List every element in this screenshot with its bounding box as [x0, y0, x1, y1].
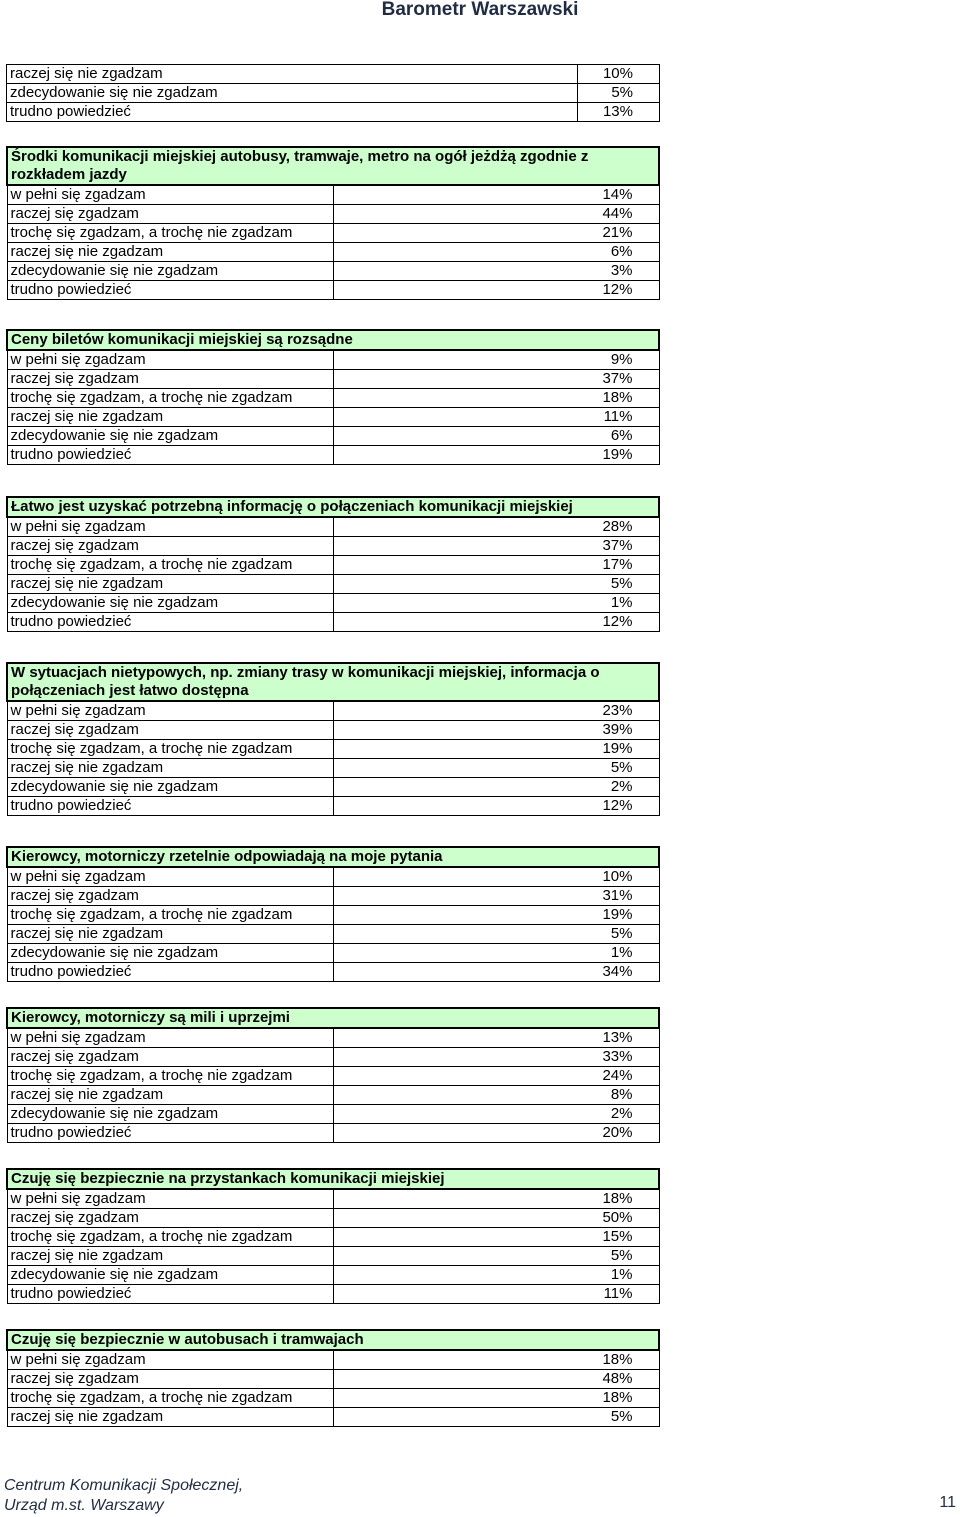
response-label: zdecydowanie się nie zgadzam	[7, 427, 333, 446]
response-percent: 11%	[333, 1285, 659, 1304]
response-label: w pełni się zgadzam	[7, 1028, 333, 1048]
response-label: w pełni się zgadzam	[7, 350, 333, 370]
section-title: Kierowcy, motorniczy rzetelnie odpowiadają na moje pytania	[7, 847, 659, 867]
response-label: raczej się zgadzam	[7, 205, 333, 224]
response-label: raczej się nie zgadzam	[7, 1408, 333, 1427]
survey-section	[6, 1168, 660, 1304]
table-row	[7, 740, 659, 759]
response-percent: 12%	[333, 281, 659, 300]
survey-section	[6, 146, 660, 300]
response-percent: 9%	[333, 350, 659, 370]
response-label: trudno powiedzieć	[7, 613, 333, 632]
table-row	[7, 427, 659, 446]
survey-section	[6, 329, 660, 465]
footer-organization	[4, 1476, 243, 1516]
response-percent: 14%	[333, 185, 659, 205]
top-rows-table	[6, 64, 660, 122]
response-label: raczej się nie zgadzam	[7, 408, 333, 427]
table-row	[7, 1067, 659, 1086]
response-percent: 15%	[333, 1228, 659, 1247]
response-percent: 2%	[333, 1105, 659, 1124]
footer-line-2: Urząd m.st. Warszawy	[4, 1497, 164, 1514]
table-row	[7, 721, 659, 740]
response-percent: 28%	[333, 517, 659, 537]
table-row	[7, 1247, 659, 1266]
response-percent: 10%	[333, 867, 659, 887]
response-percent: 6%	[333, 427, 659, 446]
table-row	[7, 1228, 659, 1247]
response-percent: 12%	[333, 797, 659, 816]
section-title: Czuję się bezpiecznie w autobusach i tramwajach	[7, 1330, 659, 1350]
response-percent: 18%	[333, 1389, 659, 1408]
response-label: raczej się nie zgadzam	[7, 1086, 333, 1105]
response-label: trudno powiedzieć	[7, 1285, 333, 1304]
table-row	[7, 350, 659, 370]
section-title: Ceny biletów komunikacji miejskiej są rozsądne	[7, 330, 659, 350]
response-percent: 5%	[578, 84, 660, 103]
table-row	[7, 103, 660, 122]
section-title: Czuję się bezpiecznie na przystankach komunikacji miejskiej	[7, 1169, 659, 1189]
response-label: trudno powiedzieć	[7, 103, 578, 122]
table-row	[7, 1350, 659, 1370]
table-row	[7, 84, 660, 103]
response-percent: 17%	[333, 556, 659, 575]
response-label: w pełni się zgadzam	[7, 701, 333, 721]
response-label: raczej się nie zgadzam	[7, 243, 333, 262]
response-percent: 23%	[333, 701, 659, 721]
section-title: Kierowcy, motorniczy są mili i uprzejmi	[7, 1008, 659, 1028]
response-percent: 24%	[333, 1067, 659, 1086]
response-percent: 19%	[333, 740, 659, 759]
table-row	[7, 537, 659, 556]
table-row	[7, 906, 659, 925]
response-percent: 33%	[333, 1048, 659, 1067]
response-percent: 19%	[333, 446, 659, 465]
response-label: zdecydowanie się nie zgadzam	[7, 84, 578, 103]
table-row	[7, 224, 659, 243]
response-label: raczej się nie zgadzam	[7, 65, 578, 84]
response-label: raczej się zgadzam	[7, 721, 333, 740]
table-row	[7, 1086, 659, 1105]
table-row	[7, 205, 659, 224]
table-row	[7, 1209, 659, 1228]
response-percent: 18%	[333, 1189, 659, 1209]
table-row	[7, 446, 659, 465]
response-label: raczej się nie zgadzam	[7, 575, 333, 594]
response-label: trudno powiedzieć	[7, 446, 333, 465]
response-label: w pełni się zgadzam	[7, 185, 333, 205]
response-percent: 37%	[333, 537, 659, 556]
table-row	[7, 701, 659, 721]
table-row	[7, 1408, 659, 1427]
response-percent: 21%	[333, 224, 659, 243]
response-label: trudno powiedzieć	[7, 963, 333, 982]
response-percent: 5%	[333, 1408, 659, 1427]
response-label: trochę się zgadzam, a trochę nie zgadzam	[7, 906, 333, 925]
response-label: w pełni się zgadzam	[7, 1189, 333, 1209]
table-row	[7, 185, 659, 205]
response-percent: 5%	[333, 1247, 659, 1266]
table-row	[7, 1105, 659, 1124]
response-label: zdecydowanie się nie zgadzam	[7, 944, 333, 963]
table-row	[7, 867, 659, 887]
survey-section	[6, 1007, 660, 1143]
survey-section	[6, 1329, 660, 1427]
table-row	[7, 281, 659, 300]
table-row	[7, 1266, 659, 1285]
response-label: trochę się zgadzam, a trochę nie zgadzam	[7, 1067, 333, 1086]
response-percent: 48%	[333, 1370, 659, 1389]
survey-section	[6, 662, 660, 816]
response-label: trochę się zgadzam, a trochę nie zgadzam	[7, 556, 333, 575]
response-label: w pełni się zgadzam	[7, 1350, 333, 1370]
response-label: w pełni się zgadzam	[7, 867, 333, 887]
table-row	[7, 1189, 659, 1209]
response-percent: 5%	[333, 575, 659, 594]
response-label: trudno powiedzieć	[7, 1124, 333, 1143]
table-row	[7, 944, 659, 963]
response-percent: 31%	[333, 887, 659, 906]
table-row	[7, 1048, 659, 1067]
footer-line-1: Centrum Komunikacji Społecznej,	[4, 1477, 244, 1494]
table-row	[7, 1028, 659, 1048]
table-row	[7, 243, 659, 262]
table-row	[7, 1389, 659, 1408]
table-row	[7, 613, 659, 632]
table-row	[7, 925, 659, 944]
table-row	[7, 556, 659, 575]
response-percent: 20%	[333, 1124, 659, 1143]
response-percent: 18%	[333, 1350, 659, 1370]
table-row	[7, 575, 659, 594]
response-percent: 34%	[333, 963, 659, 982]
response-label: trudno powiedzieć	[7, 797, 333, 816]
section-title: Środki komunikacji miejskiej autobusy, tramwaje, metro na ogół jeżdżą zgodnie z rozkładem jazdy	[7, 147, 659, 185]
table-row	[7, 262, 659, 281]
response-label: raczej się nie zgadzam	[7, 925, 333, 944]
survey-section	[6, 846, 660, 982]
response-percent: 2%	[333, 778, 659, 797]
response-percent: 10%	[578, 65, 660, 84]
section-title: W sytuacjach nietypowych, np. zmiany trasy w komunikacji miejskiej, informacja o połączeniach jest łatwo dostępna	[7, 663, 659, 701]
response-label: zdecydowanie się nie zgadzam	[7, 778, 333, 797]
response-percent: 3%	[333, 262, 659, 281]
table-row	[7, 887, 659, 906]
response-label: trochę się zgadzam, a trochę nie zgadzam	[7, 740, 333, 759]
response-percent: 37%	[333, 370, 659, 389]
response-label: raczej się zgadzam	[7, 1370, 333, 1389]
survey-section	[6, 496, 660, 632]
table-row	[7, 389, 659, 408]
response-label: raczej się zgadzam	[7, 370, 333, 389]
response-percent: 39%	[333, 721, 659, 740]
response-percent: 1%	[333, 944, 659, 963]
response-percent: 5%	[333, 925, 659, 944]
response-label: trochę się zgadzam, a trochę nie zgadzam	[7, 1228, 333, 1247]
table-row	[7, 408, 659, 427]
table-row	[7, 1370, 659, 1389]
response-label: raczej się zgadzam	[7, 887, 333, 906]
response-percent: 18%	[333, 389, 659, 408]
response-label: raczej się zgadzam	[7, 1048, 333, 1067]
response-percent: 19%	[333, 906, 659, 925]
table-row	[7, 370, 659, 389]
response-label: trochę się zgadzam, a trochę nie zgadzam	[7, 1389, 333, 1408]
response-label: zdecydowanie się nie zgadzam	[7, 1105, 333, 1124]
response-percent: 1%	[333, 1266, 659, 1285]
table-row	[7, 797, 659, 816]
response-percent: 12%	[333, 613, 659, 632]
table-row	[7, 65, 660, 84]
table-row	[7, 594, 659, 613]
response-label: raczej się zgadzam	[7, 1209, 333, 1228]
response-label: trochę się zgadzam, a trochę nie zgadzam	[7, 224, 333, 243]
response-percent: 13%	[333, 1028, 659, 1048]
response-percent: 11%	[333, 408, 659, 427]
response-label: zdecydowanie się nie zgadzam	[7, 262, 333, 281]
response-label: raczej się nie zgadzam	[7, 759, 333, 778]
response-percent: 5%	[333, 759, 659, 778]
page-header: Barometr Warszawski	[381, 0, 579, 20]
response-percent: 13%	[578, 103, 660, 122]
table-row	[7, 759, 659, 778]
response-label: trudno powiedzieć	[7, 281, 333, 300]
page-number: 11	[939, 1494, 956, 1511]
table-row	[7, 963, 659, 982]
response-label: trochę się zgadzam, a trochę nie zgadzam	[7, 389, 333, 408]
response-percent: 50%	[333, 1209, 659, 1228]
response-percent: 6%	[333, 243, 659, 262]
table-row	[7, 1124, 659, 1143]
table-row	[7, 517, 659, 537]
response-percent: 44%	[333, 205, 659, 224]
response-label: zdecydowanie się nie zgadzam	[7, 594, 333, 613]
response-label: raczej się nie zgadzam	[7, 1247, 333, 1266]
response-label: w pełni się zgadzam	[7, 517, 333, 537]
response-percent: 1%	[333, 594, 659, 613]
table-row	[7, 1285, 659, 1304]
response-label: zdecydowanie się nie zgadzam	[7, 1266, 333, 1285]
response-percent: 8%	[333, 1086, 659, 1105]
table-row	[7, 778, 659, 797]
section-title: Łatwo jest uzyskać potrzebną informację o połączeniach komunikacji miejskiej	[7, 497, 659, 517]
response-label: raczej się zgadzam	[7, 537, 333, 556]
